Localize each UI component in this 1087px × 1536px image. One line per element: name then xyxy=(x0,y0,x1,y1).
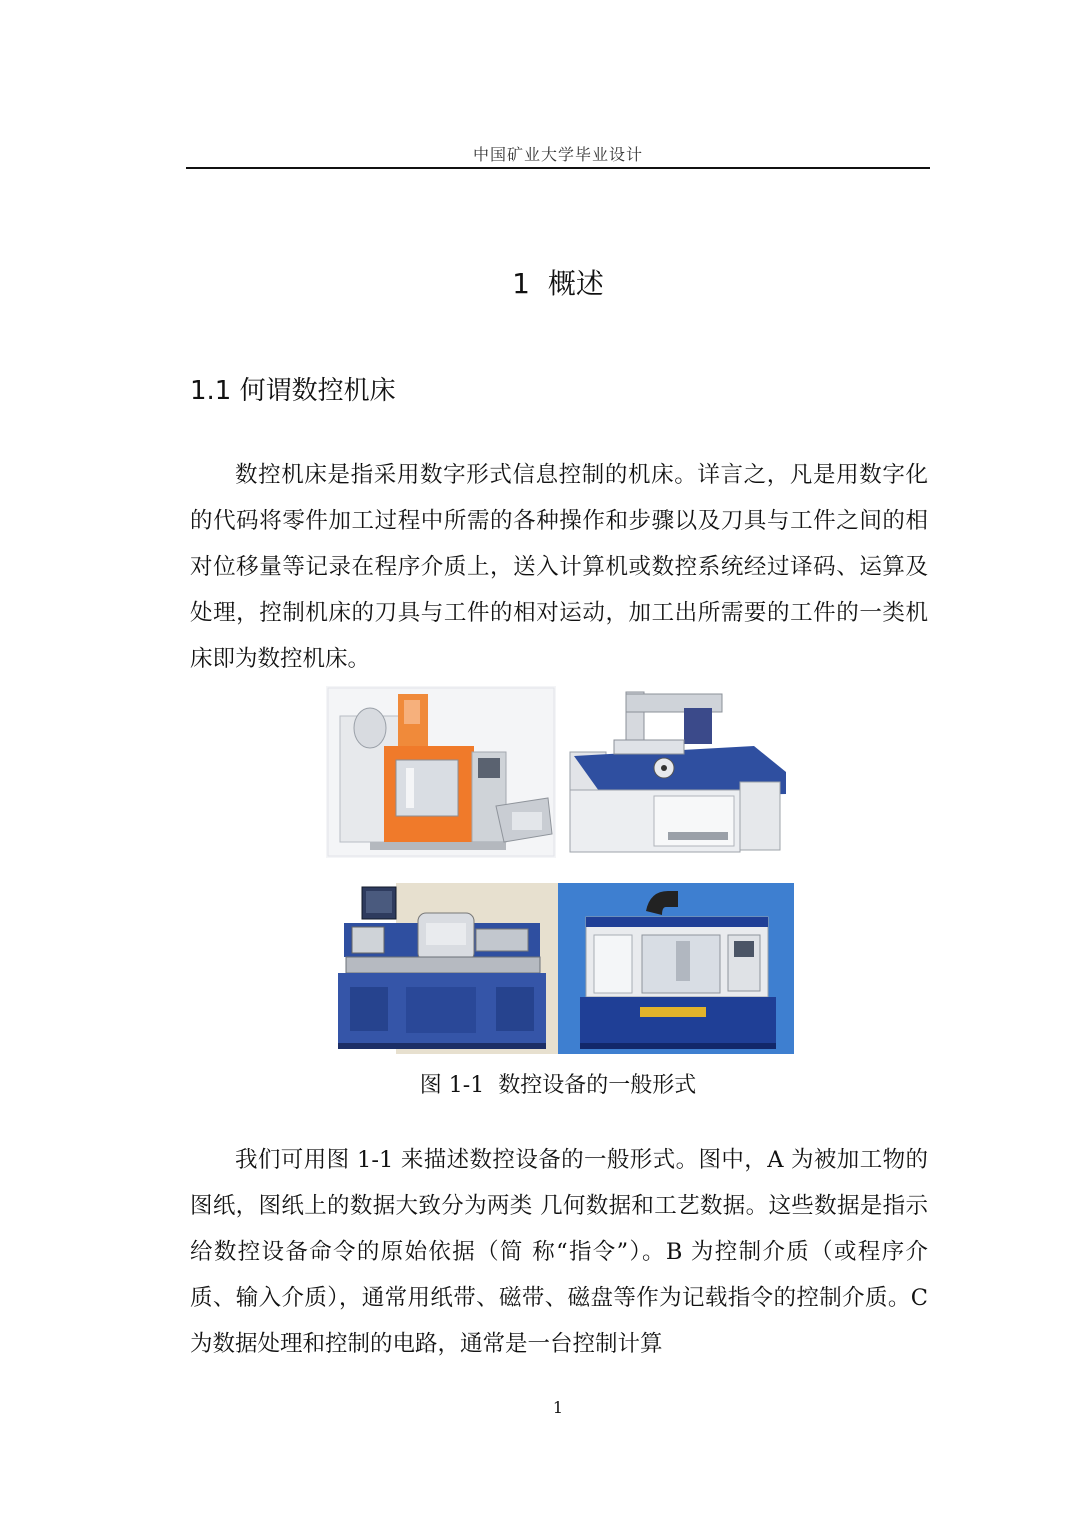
page-number: 1 xyxy=(552,1398,564,1417)
body-paragraph: 我们可用图 1-1 来描述数控设备的一般形式。图中，A 为被加工物的图纸，图纸上的数据大致分为两类 几何数据和工艺数据。这些数据是指示给数控设备命令的原始依据（简 称“指令”）。B 为控制介质（或程序介质、输入介质），通常用纸带、磁带、磁盘等作为记载指令的控制介质。C 为数据处理和控制的电路，通常是一台控制计算 xyxy=(190,1147,928,1357)
figure-label: 图 1-1 xyxy=(419,1073,485,1098)
figure-cnc-machines xyxy=(326,686,794,1056)
body-paragraph: 数控机床是指采用数字形式信息控制的机床。详言之，凡是用数字化的代码将零件加工过程中所需的各种操作和步骤以及刀具与工件之间的相对位移量等记录在程序介质上，送入计算机或数控系统经过译码、运算及处理，控制机床的刀具与工件的相对运动，加工出所需要的工件的一类机床即为数控机床。 xyxy=(190,462,928,672)
header-rule xyxy=(186,167,930,169)
chapter-number: 1 xyxy=(512,267,530,300)
chapter-title xyxy=(186,262,930,302)
wire-edm-photo xyxy=(564,686,794,858)
figure-caption xyxy=(186,1068,930,1099)
chapter-name: 概述 xyxy=(547,267,604,300)
machining-center-photo xyxy=(326,686,556,858)
section-title: 1.1 何谓数控机床 xyxy=(190,376,396,406)
running-header: 中国矿业大学毕业设计 xyxy=(472,145,643,164)
cnc-lathe-photo xyxy=(326,883,558,1054)
vertical-machining-center-photo xyxy=(558,883,794,1054)
figure-caption-text: 数控设备的一般形式 xyxy=(498,1073,697,1098)
